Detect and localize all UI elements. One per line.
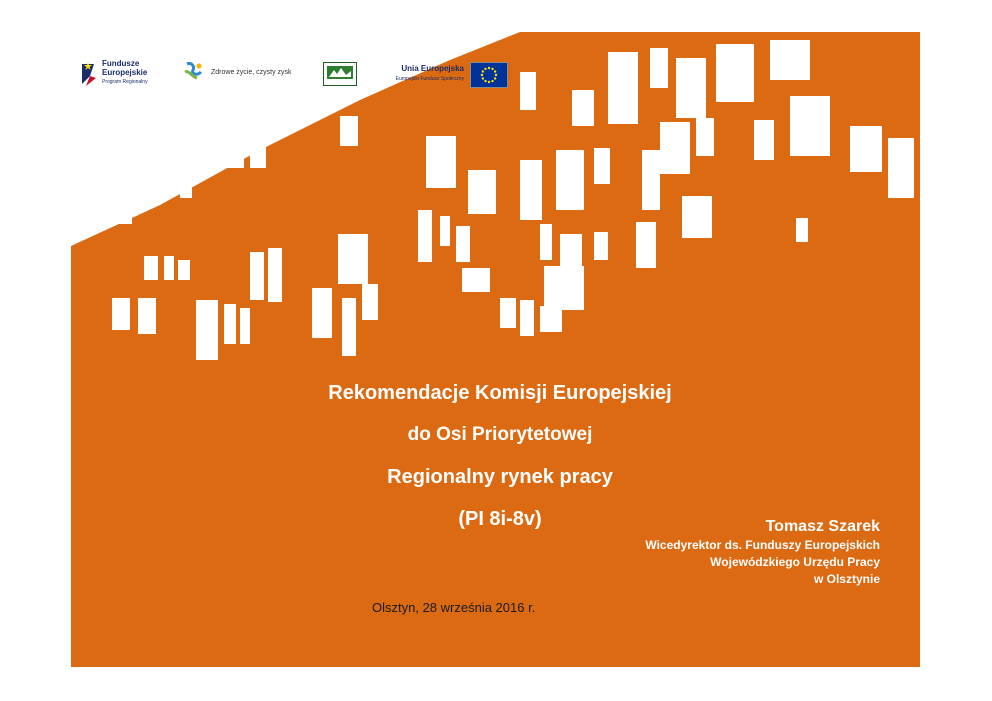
eu-fund-name: Europejski Fundusz Społeczny — [395, 76, 464, 82]
author-role-line-3: w Olsztynie — [813, 572, 880, 586]
author-role-line-2: Wojewódzkiego Urzędu Pracy — [710, 555, 880, 569]
title-line-1: Rekomendacje Komisji Europejskiej — [328, 382, 672, 404]
title-line-2: do Osi Priorytetowej — [407, 424, 593, 445]
fundusze-europejskie-icon — [80, 58, 98, 88]
region-emblem-icon — [181, 60, 207, 86]
eu-name: Unia Europejska — [401, 64, 464, 73]
logo-green-emblem — [323, 62, 357, 86]
sponsor-logos-bar — [0, 0, 520, 110]
author-block — [560, 517, 880, 588]
title-line-4: (PI 8i-8v) — [458, 508, 542, 530]
eu-flag-icon — [470, 62, 508, 88]
fe-name-line2: Europejskie — [102, 68, 148, 77]
author-name: Tomasz Szarek — [765, 518, 880, 535]
green-emblem-icon — [327, 66, 353, 79]
author-role-line-1: Wicedyrektor ds. Funduszy Europejskich — [645, 538, 880, 552]
fe-name-line1: Fundusze — [102, 59, 140, 68]
region-slogan: Zdrowe życie, czysty zysk — [211, 69, 292, 76]
presentation-title — [200, 372, 800, 540]
place-and-date: Olsztyn, 28 września 2016 r. — [372, 600, 536, 615]
title-line-3: Regionalny rynek pracy — [387, 466, 613, 488]
fe-subtitle: Program Regionalny — [102, 79, 148, 85]
